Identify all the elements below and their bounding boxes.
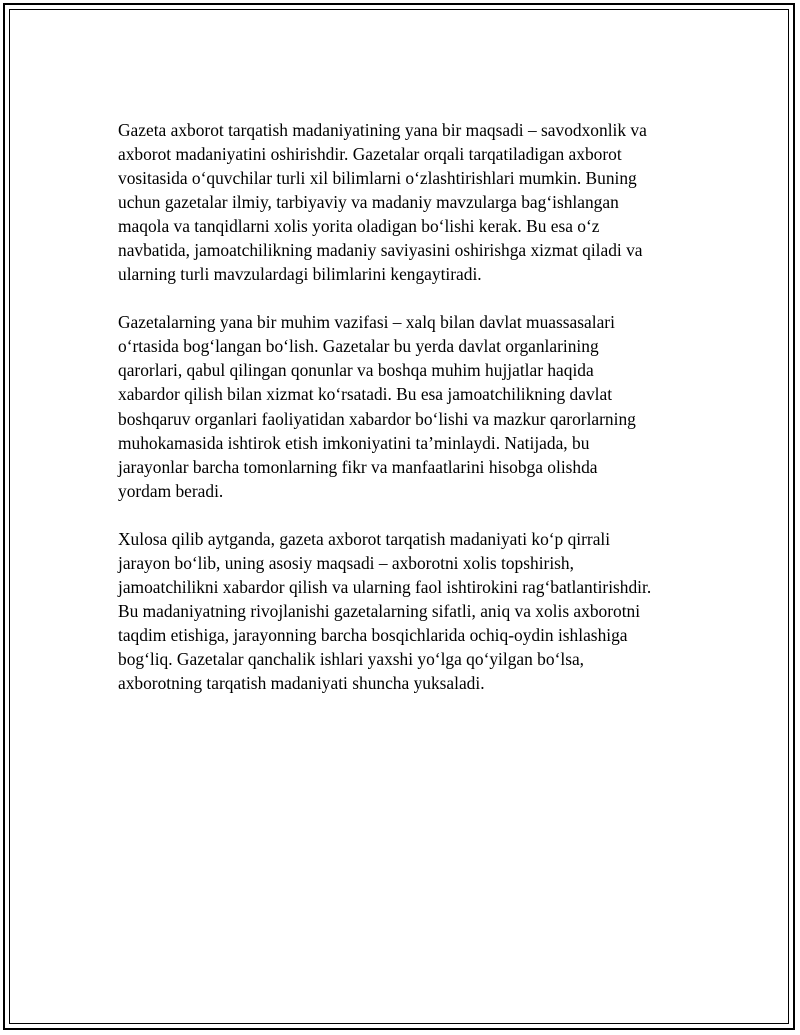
document-body [118,118,698,719]
text-line: Gazeta axborot tarqatish madaniyatining yana bir maqsadi – savodxonlik va [118,120,647,140]
text-line: Gazetalarning yana bir muhim vazifasi – xalq bilan davlat muassasalari [118,312,615,333]
paragraph-2 [118,310,698,502]
text-line: vositasida o‘quvchilar turli xil bilimlarni o‘zlashtirishlari mumkin. Buning [118,168,637,189]
text-line: o‘rtasida bog‘langan bo‘lish. Gazetalar bu yerda davlat organlarining [118,336,599,357]
text-line: uchun gazetalar ilmiy, tarbiyaviy va madaniy mavzularga bag‘ishlangan [118,192,619,213]
text-line: Xulosa qilib aytganda, gazeta axborot tarqatish madaniyati ko‘p qirrali [118,528,611,549]
text-line: maqola va tanqidlarni xolis yorita oladigan bo‘lishi kerak. Bu esa o‘z [118,216,600,237]
paragraph-1 [118,118,698,286]
text-line: muhokamasida ishtirok etish imkoniyatini ta’minlaydi. Natijada, bu [118,432,590,453]
text-line: jarayon bo‘lib, uning asosiy maqsadi – axborotni xolis topshirish, [118,552,574,573]
text-line: axborot madaniyatini oshirishdir. Gazetalar orqali tarqatiladigan axborot [118,144,622,165]
text-line: bog‘liq. Gazetalar qanchalik ishlari yaxshi yo‘lga qo‘yilgan bo‘lsa, [118,648,585,669]
text-line: axborotning tarqatish madaniyati shuncha yuksaladi. [118,672,485,693]
paragraph-3 [118,527,698,695]
text-line: taqdim etishiga, jarayonning barcha bosqichlarida ochiq-oydin ishlashiga [118,624,628,645]
text-line: navbatida, jamoatchilikning madaniy saviyasini oshirishga xizmat qiladi va [118,240,643,261]
text-line: qarorlari, qabul qilingan qonunlar va boshqa muhim hujjatlar haqida [118,360,594,381]
text-line: boshqaruv organlari faoliyatidan xabardor bo‘lishi va mazkur qarorlarning [118,408,636,429]
text-line: jamoatchilikni xabardor qilish va ularning faol ishtirokini rag‘batlantirishdir. [118,576,652,597]
text-line: jarayonlar barcha tomonlarning fikr va manfaatlarini hisobga olishda [118,456,598,477]
text-line: Bu madaniyatning rivojlanishi gazetalarning sifatli, aniq va xolis axborotni [118,600,641,621]
text-line: yordam beradi. [118,480,224,501]
text-line: xabardor qilish bilan xizmat ko‘rsatadi. Bu esa jamoatchilikning davlat [118,384,613,405]
text-line: ularning turli mavzulardagi bilimlarini kengaytiradi. [118,264,482,285]
